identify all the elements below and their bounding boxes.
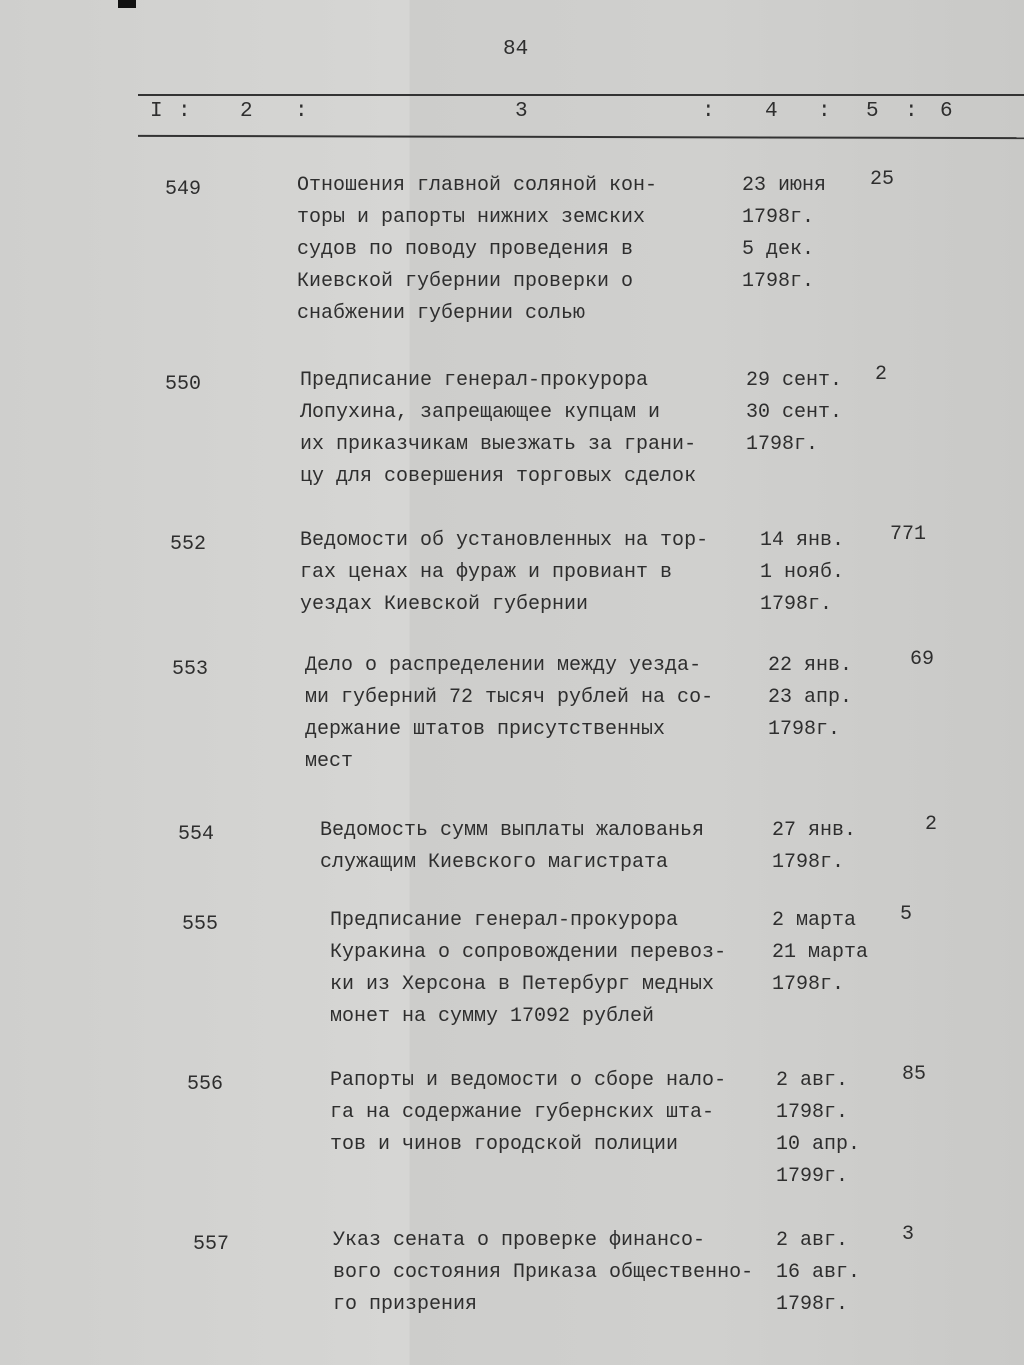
sheet-count: 2	[925, 813, 938, 836]
item-description	[300, 525, 708, 621]
date-line: 2 марта	[772, 909, 857, 932]
item-dates	[776, 1225, 860, 1321]
date-line: 23 июня	[742, 174, 827, 197]
sheet-count: 69	[910, 648, 935, 671]
header-col-4: 4	[765, 100, 778, 123]
header-sep: :	[905, 100, 918, 123]
description-line: мест	[305, 750, 354, 773]
date-line: 1798г.	[776, 1101, 849, 1124]
description-line: судов по поводу проведения в	[297, 238, 634, 261]
description-line: Киевской губернии проверки о	[297, 270, 634, 293]
description-line: Отношения главной соляной кон-	[297, 174, 658, 197]
date-line: 30 сент.	[746, 401, 843, 424]
item-description	[300, 365, 696, 493]
description-line: уездах Киевской губернии	[300, 593, 589, 616]
item-number: 554	[178, 823, 215, 846]
item-dates	[760, 525, 844, 621]
item-dates	[768, 650, 852, 746]
sheet-count: 5	[900, 903, 913, 926]
description-line: Рапорты и ведомости о сборе нало-	[330, 1069, 727, 1092]
header-col-6: 6	[940, 100, 953, 123]
header-sep: :	[178, 100, 191, 123]
item-description	[320, 815, 704, 879]
item-dates	[742, 170, 826, 298]
sheet-count: 2	[875, 363, 888, 386]
date-line: 1798г.	[772, 973, 845, 996]
book-edge	[118, 0, 136, 8]
description-line: гах ценах на фураж и провиант в	[300, 561, 673, 584]
date-line: 5 дек.	[742, 238, 815, 261]
header-bottom-rule	[138, 135, 1024, 139]
item-number: 549	[165, 178, 202, 201]
sheet-count: 25	[870, 168, 895, 191]
date-line: 1799г.	[776, 1165, 849, 1188]
item-dates	[746, 365, 842, 461]
item-number: 555	[182, 913, 219, 936]
item-number: 557	[193, 1233, 230, 1256]
header-sep: :	[295, 100, 308, 123]
item-description	[333, 1225, 753, 1321]
description-line: служащим Киевского магистрата	[320, 851, 669, 874]
date-line: 1 нояб.	[760, 561, 845, 584]
description-line: го призрения	[333, 1293, 478, 1316]
item-number: 550	[165, 373, 202, 396]
item-number: 552	[170, 533, 207, 556]
date-line: 23 апр.	[768, 686, 853, 709]
description-line: Куракина о сопровождении перевоз-	[330, 941, 727, 964]
date-line: 1798г.	[742, 206, 815, 229]
date-line: 2 авг.	[776, 1069, 849, 1092]
header-col-3: 3	[515, 100, 528, 123]
sheet-count: 85	[902, 1063, 927, 1086]
header-col-5: 5	[866, 100, 879, 123]
description-line: цу для совершения торговых сделок	[300, 465, 697, 488]
description-line: ми губерний 72 тысяч рублей на со-	[305, 686, 714, 709]
header-col-2: 2	[240, 100, 253, 123]
description-line: Ведомость сумм выплаты жалованья	[320, 819, 705, 842]
description-line: их приказчикам выезжать за грани-	[300, 433, 697, 456]
description-line: монет на сумму 17092 рублей	[330, 1005, 655, 1028]
date-line: 1798г.	[776, 1293, 849, 1316]
description-line: га на содержание губернских шта-	[330, 1101, 715, 1124]
item-description	[330, 1065, 726, 1161]
date-line: 10 апр.	[776, 1133, 861, 1156]
sheet-count: 771	[890, 523, 927, 546]
item-dates	[772, 905, 868, 1001]
item-number: 556	[187, 1073, 224, 1096]
description-line: Лопухина, запрещающее купцам и	[300, 401, 661, 424]
description-line: торы и рапорты нижних земских	[297, 206, 646, 229]
description-line: тов и чинов городской полиции	[330, 1133, 679, 1156]
item-description	[297, 170, 657, 330]
date-line: 21 марта	[772, 941, 869, 964]
header-sep: :	[702, 100, 715, 123]
description-line: вого состояния Приказа общественно-	[333, 1261, 754, 1284]
date-line: 27 янв.	[772, 819, 857, 842]
date-line: 1798г.	[772, 851, 845, 874]
sheet-count: 3	[902, 1223, 915, 1246]
date-line: 29 сент.	[746, 369, 843, 392]
description-line: держание штатов присутственных	[305, 718, 666, 741]
description-line: Предписание генерал-прокурора	[300, 369, 649, 392]
date-line: 1798г.	[760, 593, 833, 616]
date-line: 14 янв.	[760, 529, 845, 552]
header-sep: :	[818, 100, 831, 123]
item-description	[330, 905, 726, 1033]
description-line: Предписание генерал-прокурора	[330, 909, 679, 932]
date-line: 16 авг.	[776, 1261, 861, 1284]
description-line: Дело о распределении между уезда-	[305, 654, 702, 677]
header-top-rule	[138, 94, 1024, 96]
date-line: 2 авг.	[776, 1229, 849, 1252]
item-description	[305, 650, 713, 778]
description-line: ки из Херсона в Петербург медных	[330, 973, 715, 996]
date-line: 1798г.	[768, 718, 841, 741]
header-col-1: I	[150, 100, 163, 123]
date-line: 22 янв.	[768, 654, 853, 677]
page-number: 84	[503, 38, 529, 61]
item-number: 553	[172, 658, 209, 681]
description-line: Ведомости об установленных на тор-	[300, 529, 709, 552]
date-line: 1798г.	[746, 433, 819, 456]
description-line: Указ сената о проверке финансо-	[333, 1229, 706, 1252]
item-dates	[776, 1065, 860, 1193]
date-line: 1798г.	[742, 270, 815, 293]
item-dates	[772, 815, 856, 879]
description-line: снабжении губернии солью	[297, 302, 586, 325]
